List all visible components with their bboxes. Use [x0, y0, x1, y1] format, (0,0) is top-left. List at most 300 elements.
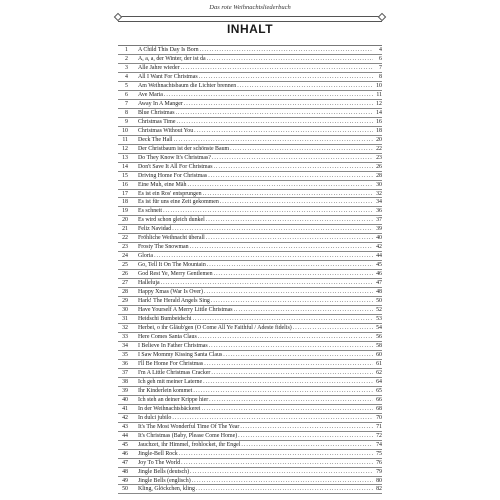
toc-row [118, 225, 382, 234]
toc-number: 7 [125, 100, 128, 107]
toc-row [118, 252, 382, 261]
toc-number: 10 [122, 127, 128, 134]
toc-row [118, 279, 382, 288]
toc-leader-dots [293, 324, 373, 332]
toc-row [118, 181, 382, 190]
toc-page-number: 82 [376, 486, 382, 493]
toc-number: 36 [122, 360, 128, 367]
toc-song-title: I Saw Mommy Kissing Santa Claus [138, 351, 223, 358]
toc-song-title: Christmas Without You [138, 127, 194, 134]
toc-row [118, 306, 382, 315]
toc-number: 34 [122, 342, 128, 349]
toc-page-number: 48 [376, 289, 382, 296]
toc-number: 11 [122, 136, 128, 143]
toc-row [118, 243, 382, 252]
toc-page-number: 56 [376, 334, 382, 340]
toc-number: 14 [122, 163, 128, 170]
toc-page-number: 42 [376, 244, 382, 251]
toc-leader-dots [179, 450, 373, 458]
toc-song-title: Herbei, o ihr Gläub'gen (O Come All Ye Faithful / Adeste fidelis) [138, 325, 292, 332]
toc-entry [138, 369, 382, 377]
toc-leader-dots [238, 432, 373, 440]
toc-song-title: Heidschi Bumbeidschi [138, 316, 192, 323]
toc-number: 35 [122, 351, 128, 358]
toc-row [118, 73, 382, 82]
toc-page-number: 12 [376, 100, 382, 107]
toc-leader-dots [206, 234, 373, 242]
toc-page-number: 45 [376, 262, 382, 269]
toc-entry [138, 485, 382, 493]
toc-number: 26 [122, 271, 128, 278]
toc-page-number: 66 [376, 396, 382, 403]
toc-page-number: 54 [376, 325, 382, 332]
toc-page-number: 30 [376, 181, 382, 188]
toc-row [118, 136, 382, 145]
page-title: INHALT [226, 22, 274, 36]
toc-entry [138, 423, 382, 431]
toc-entry [138, 315, 382, 323]
toc-number: 40 [122, 396, 128, 403]
toc-leader-dots [154, 252, 373, 260]
toc-page-number: 74 [376, 441, 382, 448]
toc-leader-dots [176, 109, 374, 117]
toc-entry [138, 181, 382, 189]
toc-leader-dots [204, 288, 373, 296]
toc-leader-dots [199, 73, 373, 81]
toc-row [118, 297, 382, 306]
toc-entry [138, 163, 382, 171]
toc-number: 47 [122, 459, 128, 466]
toc-number: 1 [125, 47, 128, 53]
toc-number: 18 [122, 199, 128, 206]
toc-number: 15 [122, 172, 128, 179]
toc-leader-dots [163, 207, 373, 215]
toc-leader-dots [202, 405, 373, 413]
toc-page-number: 14 [376, 109, 382, 116]
toc-song-title: Hark! The Herald Angels Sing [138, 298, 210, 305]
toc-entry [138, 306, 382, 314]
toc-song-title: Fröhliche Weihnacht überall [138, 235, 205, 242]
toc-entry [138, 136, 382, 144]
toc-song-title: Blue Christmas [138, 109, 175, 116]
toc-number: 17 [122, 190, 128, 197]
toc-page-number: 58 [376, 342, 382, 349]
toc-song-title: Am Weihnachtsbaum die Lichter brennen [138, 82, 237, 89]
toc-song-title: Go, Tell It On The Mountain [138, 262, 206, 269]
toc-page-number: 20 [376, 136, 382, 143]
toc-leader-dots [174, 136, 373, 144]
toc-page-number: 18 [376, 127, 382, 134]
toc-number: 37 [122, 369, 128, 376]
toc-leader-dots [196, 485, 373, 493]
toc-leader-dots [209, 342, 373, 350]
toc-page-number: 60 [376, 351, 382, 358]
toc-number: 50 [122, 486, 128, 493]
toc-number: 39 [122, 387, 128, 394]
toc-row [118, 387, 382, 396]
toc-page-number: 40 [376, 235, 382, 242]
toc-leader-dots [206, 216, 373, 224]
toc-song-title: Gloria [138, 253, 154, 260]
toc-number: 30 [122, 307, 128, 314]
toc-leader-dots [203, 378, 373, 386]
toc-page-number: 52 [376, 307, 382, 314]
toc-number: 6 [125, 91, 128, 98]
toc-song-title: Jingle Bells (deutsch) [138, 468, 190, 475]
toc-entry [138, 441, 382, 449]
toc-page-number: 79 [376, 468, 382, 475]
toc-leader-dots [164, 91, 373, 99]
toc-song-title: I'll Be Home For Christmas [138, 360, 204, 367]
toc-entry [138, 145, 382, 153]
toc-leader-dots [220, 198, 373, 206]
toc-entry [138, 198, 382, 206]
toc-page-number: 68 [376, 405, 382, 412]
toc-entry [138, 387, 382, 395]
toc-number: 43 [122, 423, 128, 430]
toc-song-title: Der Christbaum ist der schönste Baum [138, 145, 230, 152]
toc-entry [138, 351, 382, 359]
toc-entry [138, 279, 382, 287]
toc-number: 46 [122, 450, 128, 457]
toc-leader-dots [209, 396, 373, 404]
toc-entry [138, 154, 382, 162]
toc-song-title: Es ist ein Ros' entsprungen [138, 190, 202, 197]
toc-row [118, 333, 382, 342]
toc-song-title: I Believe In Father Christmas [138, 342, 208, 349]
toc-song-title: In dulci jubilo [138, 414, 172, 421]
toc-entry [138, 450, 382, 458]
toc-number: 9 [125, 118, 128, 125]
toc-number: 41 [122, 405, 128, 412]
toc-page-number: 7 [379, 64, 382, 71]
toc-row [118, 342, 382, 351]
toc-entry [138, 82, 382, 90]
toc-number: 32 [122, 325, 128, 332]
toc-leader-dots [207, 261, 373, 269]
toc-song-title: Es ist für uns eine Zeit gekommen [138, 199, 219, 206]
toc-leader-dots [214, 163, 373, 171]
toc-number: 28 [122, 289, 128, 296]
toc-entry [138, 207, 382, 215]
toc-page-number: 75 [376, 450, 382, 457]
toc-song-title: Christmas Time [138, 118, 176, 125]
toc-number: 44 [122, 432, 128, 439]
toc-leader-dots [211, 369, 373, 377]
toc-entry [138, 55, 382, 63]
toc-row [118, 145, 382, 154]
toc-row [118, 118, 382, 127]
toc-page-number: 70 [376, 414, 382, 421]
toc-page-number: 16 [376, 118, 382, 125]
toc-number: 45 [122, 441, 128, 448]
toc-row [118, 477, 382, 486]
toc-entry [138, 414, 382, 422]
toc-row [118, 270, 382, 279]
toc-row [118, 190, 382, 199]
toc-entry [138, 46, 382, 54]
toc-row [118, 468, 382, 477]
toc-leader-dots [203, 190, 373, 198]
toc-entry [138, 477, 382, 485]
toc-entry [138, 378, 382, 386]
toc-row [118, 315, 382, 324]
toc-entry [138, 270, 382, 278]
toc-leader-dots [214, 270, 373, 278]
toc-page-number: 76 [376, 459, 382, 466]
toc-row [118, 198, 382, 207]
toc-entry [138, 118, 382, 126]
toc-row [118, 396, 382, 405]
toc-number: 33 [122, 334, 128, 340]
toc-number: 5 [125, 82, 128, 89]
toc-number: 49 [122, 477, 128, 484]
toc-page-number: 36 [376, 208, 382, 215]
toc-song-title: Driving Home For Christmas [138, 172, 208, 179]
toc-row [118, 288, 382, 297]
toc-leader-dots [161, 279, 373, 287]
toc-page-number: 44 [376, 253, 382, 260]
toc-song-title: Alle Jahre wieder [138, 64, 180, 71]
toc-row [118, 46, 382, 55]
toc-entry [138, 243, 382, 251]
toc-song-title: I'm A Little Christmas Cracker [138, 369, 211, 376]
toc-song-title: It's The Most Wonderful Time Of The Year [138, 423, 240, 430]
toc-song-title: Feliz Navidad [138, 226, 172, 233]
toc-row [118, 207, 382, 216]
toc-page-number: 46 [376, 271, 382, 278]
toc-entry [138, 252, 382, 260]
toc-leader-dots [234, 306, 373, 314]
toc-song-title: Happy Xmas (War Is Over) [138, 289, 203, 296]
toc-entry [138, 216, 382, 224]
toc-number: 19 [122, 208, 128, 215]
toc-entry [138, 172, 382, 180]
toc-page-number: 50 [376, 298, 382, 305]
toc-page-number: 62 [376, 369, 382, 376]
toc-leader-dots [198, 333, 373, 341]
toc-entry [138, 324, 382, 332]
toc-row [118, 234, 382, 243]
toc-page-number: 53 [376, 316, 382, 323]
toc-number: 42 [122, 414, 128, 421]
toc-row [118, 127, 382, 136]
toc-page-number: 32 [376, 190, 382, 197]
toc-song-title: Away In A Manger [138, 100, 183, 107]
toc-leader-dots [207, 55, 373, 63]
toc-entry [138, 127, 382, 135]
toc-leader-dots [187, 181, 373, 189]
toc-entry [138, 396, 382, 404]
toc-row [118, 405, 382, 414]
toc-number: 20 [122, 217, 128, 224]
toc-row [118, 216, 382, 225]
toc-song-title: In der Weihnachtsbäckerei [138, 405, 201, 412]
toc-row [118, 432, 382, 441]
toc-row [118, 91, 382, 100]
toc-entry [138, 405, 382, 413]
toc-row [118, 485, 382, 494]
toc-row [118, 261, 382, 270]
toc-number: 23 [122, 244, 128, 251]
toc-number: 13 [122, 154, 128, 161]
toc-entry [138, 190, 382, 198]
toc-page-number: 61 [376, 360, 382, 367]
toc-song-title: Ich steh an deiner Krippe hier [138, 396, 209, 403]
toc-leader-dots [172, 414, 373, 422]
toc-leader-dots [208, 172, 373, 180]
toc-song-title: Deck The Hall [138, 136, 173, 143]
toc-song-title: Eine Muh, eine Mäh [138, 181, 187, 188]
toc-entry [138, 288, 382, 296]
toc-leader-dots [211, 297, 373, 305]
toc-entry [138, 432, 382, 440]
toc-song-title: Ave Maria [138, 91, 163, 98]
toc-row [118, 324, 382, 333]
toc-song-title: Joy To The World [138, 459, 181, 466]
toc-song-title: A, a, a, der Winter, der ist da [138, 55, 206, 62]
toc-song-title: Jingle Bells (englisch) [138, 477, 191, 484]
toc-number: 16 [122, 181, 128, 188]
toc-page-number: 80 [376, 477, 382, 484]
toc-leader-dots [193, 315, 374, 323]
toc-page-number: 22 [376, 145, 382, 152]
toc-leader-dots [176, 118, 373, 126]
toc-leader-dots [230, 145, 373, 153]
toc-song-title: A Child This Day Is Born [138, 47, 199, 53]
toc-page-number: 26 [376, 163, 382, 170]
toc-leader-dots [204, 360, 373, 368]
toc-row [118, 441, 382, 450]
toc-entry [138, 261, 382, 269]
toc-entry [138, 342, 382, 350]
toc-leader-dots [237, 82, 373, 90]
toc-number: 12 [122, 145, 128, 152]
toc-row [118, 154, 382, 163]
toc-song-title: Jingle-Bell Rock [138, 450, 178, 457]
toc-leader-dots [241, 441, 373, 449]
toc-entry [138, 225, 382, 233]
toc-entry [138, 64, 382, 72]
toc-song-title: Ich geh mit meiner Laterne [138, 378, 203, 385]
toc-leader-dots [240, 423, 373, 431]
toc-song-title: Don't Save It All For Christmas [138, 163, 213, 170]
toc-entry [138, 297, 382, 305]
toc-number: 24 [122, 253, 128, 260]
toc-leader-dots [194, 127, 373, 135]
toc-page-number: 65 [376, 387, 382, 394]
toc-number: 3 [125, 64, 128, 71]
toc-page-number: 34 [376, 199, 382, 206]
toc-song-title: God Rest Ye, Merry Gentlemen [138, 271, 213, 278]
toc-leader-dots [192, 477, 373, 485]
toc-page-number: 39 [376, 226, 382, 233]
toc-number: 4 [125, 73, 128, 80]
toc-page-number: 47 [376, 280, 382, 287]
toc-leader-dots [172, 225, 373, 233]
toc-row [118, 172, 382, 181]
toc-leader-dots [181, 459, 373, 467]
toc-row [118, 360, 382, 369]
toc-leader-dots [223, 351, 373, 359]
toc-row [118, 450, 382, 459]
toc-song-title: Ihr Kinderlein kommet [138, 387, 193, 394]
toc-number: 29 [122, 298, 128, 305]
toc-page-number: 23 [376, 154, 382, 161]
toc-page-number: 37 [376, 217, 382, 224]
toc-leader-dots [200, 46, 373, 54]
running-head: Das rote Weihnachtsliederbuch [209, 4, 291, 11]
toc-song-title: Do They Know It's Christmas? [138, 154, 211, 161]
toc-number: 8 [125, 109, 128, 116]
toc-entry [138, 73, 382, 81]
toc-page-number: 10 [376, 82, 382, 89]
toc-page-number: 28 [376, 172, 382, 179]
toc-leader-dots [193, 387, 373, 395]
toc-row [118, 369, 382, 378]
toc-page-number: 72 [376, 432, 382, 439]
toc-leader-dots [181, 64, 373, 72]
toc-row [118, 351, 382, 360]
toc-song-title: Es wird schon gleich dunkel [138, 217, 205, 224]
toc-song-title: Kling, Glöckchen, kling [138, 486, 195, 493]
toc-page-number: 64 [376, 378, 382, 385]
toc-row [118, 378, 382, 387]
toc-row [118, 55, 382, 64]
toc-page-number: 8 [379, 73, 382, 80]
toc-number: 25 [122, 262, 128, 269]
toc-row [118, 109, 382, 118]
toc-entry [138, 100, 382, 108]
toc-page-number: 4 [379, 47, 382, 53]
toc-page-number: 11 [376, 91, 382, 98]
toc-song-title: It's Christmas (Baby, Please Come Home) [138, 432, 238, 439]
toc-entry [138, 234, 382, 242]
toc-leader-dots [190, 468, 373, 476]
toc-number: 27 [122, 280, 128, 287]
table-of-contents [118, 45, 382, 496]
toc-song-title: Jauchzet, ihr Himmel, frohlocket, ihr Engel [138, 441, 241, 448]
toc-song-title: All I Want For Christmas [138, 73, 198, 80]
toc-leader-dots [184, 100, 373, 108]
toc-number: 38 [122, 378, 128, 385]
toc-song-title: Have Yourself A Merry Little Christmas [138, 307, 233, 314]
toc-row [118, 423, 382, 432]
toc-entry [138, 360, 382, 368]
toc-entry [138, 468, 382, 476]
toc-number: 31 [122, 316, 128, 323]
toc-row [118, 459, 382, 468]
toc-entry [138, 333, 382, 341]
toc-song-title: Frosty The Snowman [138, 244, 189, 251]
toc-entry [138, 459, 382, 467]
toc-number: 2 [125, 55, 128, 62]
toc-row [118, 163, 382, 172]
toc-leader-dots [190, 243, 373, 251]
toc-row [118, 82, 382, 91]
toc-row [118, 64, 382, 73]
toc-row [118, 414, 382, 423]
toc-row [118, 100, 382, 109]
toc-leader-dots [212, 154, 373, 162]
toc-song-title: Here Comes Santa Claus [138, 334, 197, 340]
toc-entry [138, 109, 382, 117]
toc-number: 48 [122, 468, 128, 475]
toc-page-number: 6 [379, 55, 382, 62]
toc-song-title: Es schneit [138, 208, 163, 215]
toc-entry [138, 91, 382, 99]
toc-song-title: Halleluja [138, 280, 160, 287]
